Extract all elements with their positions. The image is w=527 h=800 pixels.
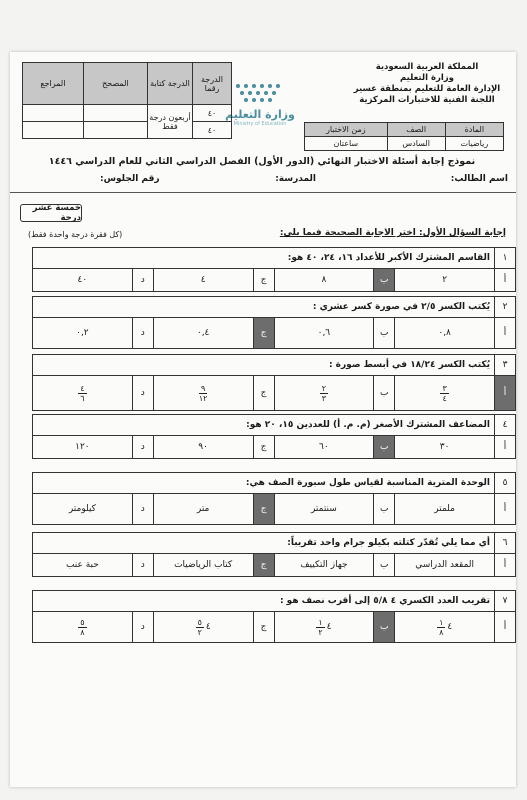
option-letter: د — [132, 269, 153, 291]
option-letter: أ — [494, 269, 515, 291]
question-number: ٢ — [494, 297, 515, 317]
option-value: ٠,٨ — [394, 318, 494, 348]
info-value: السادس — [387, 137, 445, 151]
option-value: ٦٠ — [274, 436, 374, 458]
question-number: ٦ — [494, 533, 515, 553]
grade-words: أربعون درجة فقط — [148, 105, 193, 139]
option-value: سنتمتر — [274, 494, 374, 524]
option-letter: أ — [494, 318, 515, 348]
option-value: $\frac{٣}{٤}$ — [394, 376, 494, 410]
option-letter: ب — [373, 494, 394, 524]
option-value: ٠,٢ — [76, 328, 89, 338]
grade-header: المصحح — [83, 63, 147, 105]
grade-cell — [83, 122, 147, 139]
question-text: أي مما يلي تُقدّر كتلته بكيلو جرام واحد تقريباً: — [287, 538, 490, 548]
question-3 — [32, 354, 516, 411]
exam-paper — [10, 52, 516, 787]
options-row — [33, 318, 515, 348]
student-name-label: اسم الطالب: — [450, 174, 508, 184]
option-letter: ب — [373, 376, 394, 410]
option-letter: ج — [253, 612, 274, 642]
ministry-header — [352, 62, 502, 106]
option-value: ٢ — [394, 269, 494, 291]
option-letter: د — [132, 318, 153, 348]
options-row — [33, 436, 515, 458]
option-value: ٤ — [153, 269, 253, 291]
question-number: ٤ — [494, 415, 515, 435]
info-value: ساعتان — [305, 137, 388, 151]
options-row — [33, 612, 515, 642]
info-value: رياضيات — [445, 137, 503, 151]
option-value: المقعد الدراسي — [394, 554, 494, 576]
option-letter: ب — [373, 318, 394, 348]
grade-header: الدرجة رقما — [193, 63, 232, 105]
option-value: ٤٠ — [77, 275, 88, 285]
option-value: ٩٠ — [153, 436, 253, 458]
option-letter: ب — [373, 554, 394, 576]
option-value: حبة عنب — [65, 560, 99, 570]
school-label: المدرسة: — [275, 174, 316, 184]
option-letter: أ — [494, 612, 515, 642]
info-header: زمن الاختبار — [305, 123, 388, 137]
grade-header: الدرجة كتابة — [148, 63, 193, 105]
option-letter: أ — [494, 376, 515, 410]
option-value: جهاز التكييف — [274, 554, 374, 576]
option-letter: د — [132, 494, 153, 524]
option-letter: د — [132, 376, 153, 410]
info-header: الصف — [387, 123, 445, 137]
option-value: كيلومتر — [68, 504, 96, 514]
grade-cell — [83, 105, 147, 122]
option-letter: ج — [253, 436, 274, 458]
question-7 — [32, 590, 516, 643]
question-number: ٧ — [494, 591, 515, 611]
option-value: $\frac{٢}{٣}$ — [274, 376, 374, 410]
option-letter: ج — [253, 318, 274, 348]
option-letter: ج — [253, 554, 274, 576]
options-row — [33, 376, 515, 410]
logo-text: وزارة التعليم — [225, 108, 295, 121]
question-text: يُكتب الكسر ٢/٥ في صورة كسر عشري : — [312, 302, 490, 312]
grade-table — [22, 62, 232, 139]
option-letter: د — [132, 436, 153, 458]
option-letter: ج — [253, 494, 274, 524]
option-letter: أ — [494, 554, 515, 576]
option-letter: أ — [494, 436, 515, 458]
option-value: ٤ $\frac{١}{٢}$ — [274, 612, 374, 642]
header-line-2: وزارة التعليم — [400, 73, 454, 83]
question-header — [33, 415, 515, 436]
question-header — [33, 297, 515, 318]
option-value: ٣٠ — [394, 436, 494, 458]
question-header — [33, 355, 515, 376]
question-number: ٥ — [494, 473, 515, 493]
option-value: كتاب الرياضيات — [153, 554, 253, 576]
question-number: ١ — [494, 248, 515, 268]
option-value: ٨ — [274, 269, 374, 291]
option-letter: أ — [494, 494, 515, 524]
options-row — [33, 269, 515, 291]
option-value: ٤ $\frac{٥}{٢}$ — [153, 612, 253, 642]
grade-cell — [23, 105, 84, 122]
question-text: يُكتب الكسر ١٨/٢٤ في أبسط صورة : — [328, 360, 490, 370]
option-value: $\frac{٩}{١٢}$ — [153, 376, 253, 410]
option-value: متر — [153, 494, 253, 524]
question-6 — [32, 532, 516, 577]
section1-note: (كل فقرة درجة واحدة فقط) — [28, 230, 123, 239]
exam-title: نموذج إجابة أسئلة الاختبار النهائي (الدور الأول) الفصل الدراسي الثاني للعام الدراسي ١٤٤٦ — [48, 156, 476, 167]
question-text: تقريب العدد الكسري ٤ ٥/٨ إلى أقرب نصف هو : — [279, 596, 490, 606]
option-letter: د — [132, 612, 153, 642]
question-4 — [32, 414, 516, 459]
option-value: $\frac{٥}{٨}$ — [80, 617, 85, 637]
options-row — [33, 554, 515, 576]
seat-number-label: رقم الجلوس: — [100, 174, 160, 184]
option-letter: ب — [373, 269, 394, 291]
options-row — [33, 494, 515, 524]
score-box: خمسة عشر درجة — [20, 204, 82, 222]
option-letter: د — [132, 554, 153, 576]
option-value: $\frac{٤}{٦}$ — [80, 383, 85, 403]
option-value: ملمتر — [394, 494, 494, 524]
option-letter: ب — [373, 436, 394, 458]
question-text: المضاعف المشترك الأصغر (م. م. أ) للعددين ١٥، ٢٠ هو: — [246, 420, 490, 430]
question-header — [33, 533, 515, 554]
question-2 — [32, 296, 516, 349]
logo-subtext: Ministry of Education — [233, 121, 287, 127]
question-text: القاسم المشترك الأكبر للأعداد ١٦، ٢٤، ٤٠ هو: — [287, 253, 490, 263]
info-header: المادة — [445, 123, 503, 137]
info-table — [304, 122, 504, 151]
option-letter: ج — [253, 269, 274, 291]
header-line-1: المملكة العربية السعودية — [375, 62, 479, 72]
question-header — [33, 591, 515, 612]
question-text: الوحدة المترية المناسبة لقياس طول سبورة الصف هي: — [245, 478, 490, 488]
option-value: ٠,٦ — [274, 318, 374, 348]
question-5 — [32, 472, 516, 525]
section1-title: إجابة السؤال الأول: اختر الاجابة الصحيحة فيما يلي: — [279, 228, 506, 238]
option-value: ٤ $\frac{١}{٨}$ — [394, 612, 494, 642]
question-header — [33, 473, 515, 494]
option-letter: ج — [253, 376, 274, 410]
grade-cell: ٤٠ — [193, 105, 232, 122]
grade-cell — [23, 122, 84, 139]
header-line-4: اللجنة الفنية للاختبارات المركزية — [359, 95, 495, 105]
grade-cell: ٤٠ — [193, 122, 232, 139]
option-value: ٠,٤ — [153, 318, 253, 348]
question-header — [33, 248, 515, 269]
question-number: ٣ — [494, 355, 515, 375]
divider — [10, 192, 516, 193]
header-line-3: الإدارة العامة للتعليم بمنطقة عسير — [353, 84, 501, 94]
question-1 — [32, 247, 516, 292]
option-value: ١٢٠ — [75, 442, 90, 452]
option-letter: ب — [373, 612, 394, 642]
grade-header: المراجع — [23, 63, 84, 105]
